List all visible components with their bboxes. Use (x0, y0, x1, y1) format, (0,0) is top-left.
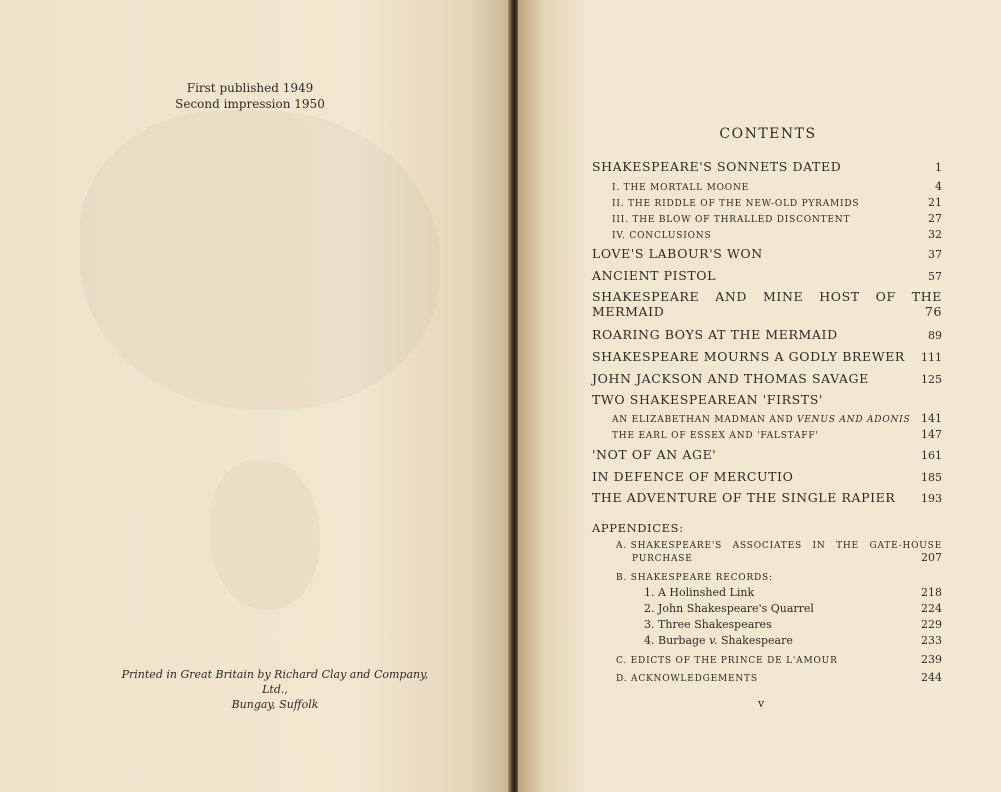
imprint-first-published: First published 1949 (186, 81, 314, 95)
toc-page: 239 (921, 653, 942, 666)
toc-entry (592, 371, 942, 386)
toc-title-text: Shakespeare (717, 634, 793, 647)
toc-title-line-2 (592, 304, 942, 319)
toc-title-italic: v. (709, 634, 718, 647)
toc-title: THE ADVENTURE OF THE SINGLE RAPIER (592, 490, 896, 505)
toc-title (592, 634, 793, 647)
toc-entry (592, 392, 942, 407)
toc-title: 'NOT OF AN AGE' (592, 447, 717, 462)
toc-page: 89 (928, 329, 942, 342)
toc-title: 3. Three Shakespeares (644, 618, 772, 631)
toc-title: I. THE MORTALL MOONE (612, 183, 750, 193)
toc-word: GATE-HOUSE (869, 541, 942, 551)
toc-entry (592, 246, 942, 261)
toc-title: II. THE RIDDLE OF THE NEW-OLD PYRAMIDS (612, 199, 860, 209)
toc-page: 32 (928, 228, 942, 241)
toc-page: 37 (928, 248, 942, 261)
toc-record (592, 634, 942, 647)
toc-page: 27 (928, 212, 942, 225)
printer-line-1: Printed in Great Britain by Richard Clay and Company, Ltd., (121, 668, 429, 696)
toc-word: MINE (763, 289, 804, 304)
toc-title: 2. John Shakespeare's Quarrel (644, 602, 814, 615)
toc-word: ASSOCIATES (732, 541, 802, 551)
toc-title: MERMAID (592, 304, 665, 319)
toc-title: SHAKESPEARE'S SONNETS DATED (592, 159, 842, 174)
toc-page: 161 (921, 449, 942, 462)
toc-page: 233 (921, 634, 942, 647)
toc-title: D. ACKNOWLEDGEMENTS (616, 674, 758, 684)
toc-title (592, 415, 911, 425)
toc-title: LOVE'S LABOUR'S WON (592, 246, 763, 261)
toc-title-italic: VENUS AND ADONIS (797, 415, 911, 425)
toc-word: HOST (819, 289, 860, 304)
toc-word: IN (812, 541, 826, 551)
toc-subentry (592, 228, 942, 241)
imprint-block (160, 80, 340, 112)
toc-record (592, 618, 942, 631)
toc-page: 229 (921, 618, 942, 631)
toc-page: 1 (935, 161, 942, 174)
toc-title: IN DEFENCE OF MERCUTIO (592, 469, 794, 484)
toc-page: 147 (921, 428, 942, 441)
toc-entry (592, 469, 942, 484)
toc-title: APPENDICES: (592, 521, 684, 535)
toc-word: OF (875, 289, 896, 304)
toc-page: 111 (921, 351, 942, 364)
toc-entry (592, 327, 942, 342)
toc-title: III. THE BLOW OF THRALLED DISCONTENT (612, 215, 851, 225)
toc-subentry (592, 196, 942, 209)
toc-subentry (592, 428, 942, 441)
toc-word: THE (836, 541, 859, 551)
toc-page: 125 (921, 373, 942, 386)
toc-word: THE (911, 289, 942, 304)
toc-appendices-heading (592, 521, 942, 535)
toc-subentry (592, 412, 942, 425)
toc-record (592, 586, 942, 599)
toc-word: A. SHAKESPEARE'S (616, 541, 723, 551)
toc-page: 76 (924, 304, 942, 319)
toc-title-text: 4. Burbage (644, 634, 710, 647)
toc-title: B. SHAKESPEARE RECORDS: (616, 573, 773, 583)
contents-heading: CONTENTS (719, 126, 817, 142)
printer-line-2: Bungay, Suffolk (231, 698, 319, 711)
toc-entry-wrapped (592, 289, 942, 319)
toc-subentry (592, 180, 942, 193)
toc-word: AND (715, 289, 748, 304)
toc-page: 57 (928, 270, 942, 283)
toc-appendix (592, 671, 942, 684)
toc-page: 185 (921, 471, 942, 484)
toc-title: 1. A Holinshed Link (644, 586, 755, 599)
page-folio: v (758, 697, 765, 710)
toc-page: 224 (921, 602, 942, 615)
toc-entry (592, 268, 942, 283)
toc-entry (592, 349, 942, 364)
toc-record (592, 602, 942, 615)
toc-title: ANCIENT PISTOL (592, 268, 717, 283)
toc-page: 4 (935, 180, 942, 193)
toc-title-text: AN ELIZABETHAN MADMAN AND (612, 415, 797, 425)
imprint-second-impression: Second impression 1950 (175, 97, 325, 111)
toc-entry (592, 447, 942, 462)
toc-appendix (592, 653, 942, 666)
toc-title: THE EARL OF ESSEX AND 'FALSTAFF' (612, 431, 819, 441)
toc-title: SHAKESPEARE MOURNS A GODLY BREWER (592, 349, 905, 364)
printer-credit (110, 667, 440, 712)
toc-page: 193 (921, 492, 942, 505)
toc-appendix (592, 573, 942, 583)
toc-title: TWO SHAKESPEAREAN 'FIRSTS' (592, 392, 823, 407)
show-through-shadow (80, 110, 440, 410)
toc-appendix-wrapped (616, 541, 942, 564)
toc-page: 207 (921, 551, 942, 564)
toc-title: C. EDICTS OF THE PRINCE DE L'AMOUR (616, 656, 838, 666)
show-through-emblem (210, 460, 320, 610)
toc-title: ROARING BOYS AT THE MERMAID (592, 327, 838, 342)
toc-title-line-1 (592, 289, 942, 304)
toc-page: 218 (921, 586, 942, 599)
toc-title-line-1 (616, 541, 942, 551)
toc-entry (592, 490, 942, 505)
toc-title: IV. CONCLUSIONS (612, 231, 712, 241)
toc-entry (592, 159, 942, 174)
toc-title-line-2 (616, 551, 942, 564)
toc-subentry (592, 212, 942, 225)
toc-page: 21 (928, 196, 942, 209)
toc-title: PURCHASE (632, 554, 693, 564)
toc-title: JOHN JACKSON AND THOMAS SAVAGE (592, 371, 869, 386)
toc-word: SHAKESPEARE (592, 289, 700, 304)
toc-page: 244 (921, 671, 942, 684)
toc-page: 141 (921, 412, 942, 425)
